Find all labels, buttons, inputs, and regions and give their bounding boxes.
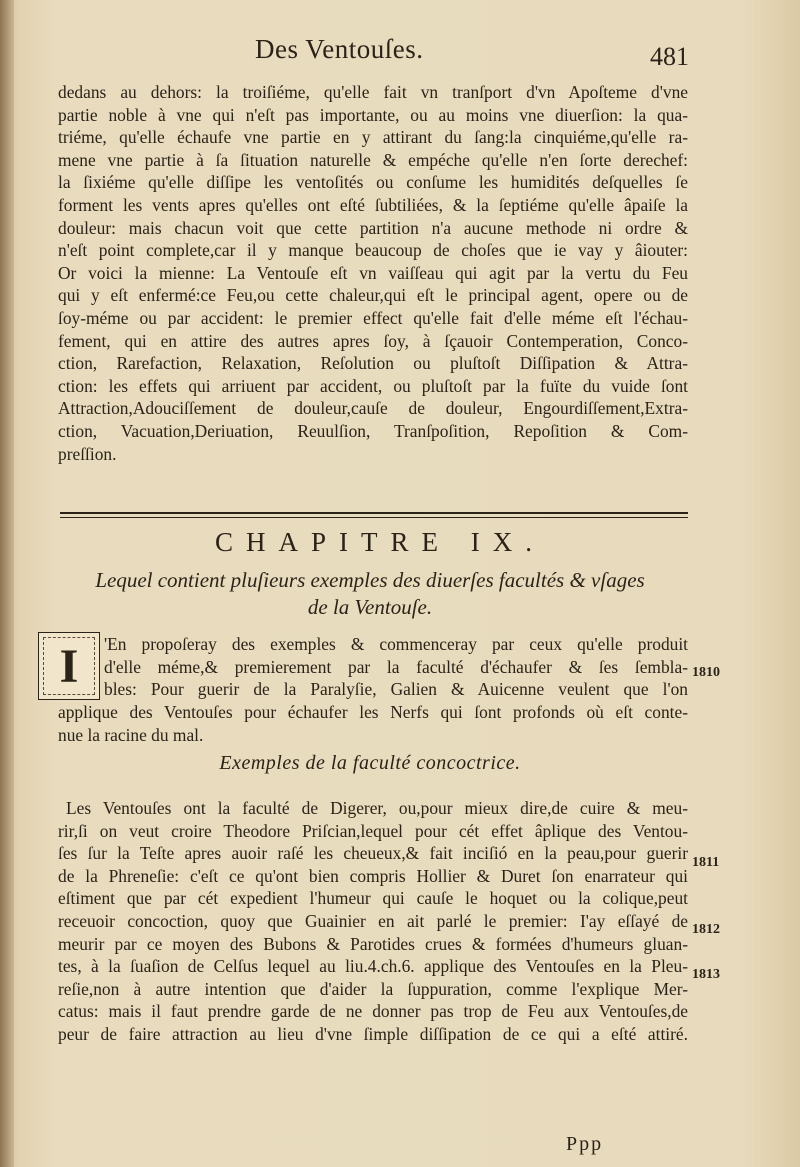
text-line: receuoir concoction, quoy que Guainier en ait parlé le premier: I'ay eſſayé de (58, 910, 688, 931)
ornamental-initial (38, 632, 100, 700)
section-heading: Exemples de la faculté concoctrice. (219, 752, 521, 774)
text-line: rir,ſi on veut croire Theodore Priſcian,lequel pour cét effet âplique des Ventou- (58, 820, 688, 841)
margin-note: 1812 (692, 922, 720, 937)
text-line: reſie,non à autre intention que d'aider la ſuppuration, comme l'explique Mer- (58, 978, 688, 999)
text-line: fement, qui en attire des autres apres ſoy, à ſçauoir Contemperation, Conco- (58, 330, 688, 351)
text-line: catus: mais il faut prendre garde de ne donner pas trop de Feu aux Ventouſes,de (58, 1001, 688, 1022)
paragraph-3 (58, 797, 688, 1046)
text-line: douleur: mais chacun voit que cette partition n'a aucune methode ni ordre & (58, 217, 688, 238)
running-head: Des Ventouſes. (255, 34, 424, 64)
text-line: eſtiment que par cét expedient l'humeur qui cauſe le hoquet ou la colique,peut (58, 888, 688, 909)
text-line: ſes ſur la Teſte apres auoir raſé les cheueux,& fait inciſió en la peau,pour guerir (58, 843, 688, 864)
text-line: n'eſt point complete,car il y manque beaucoup de choſes que ie vay y âiouter: (58, 240, 688, 261)
text-line: forment les vents apres qu'elles ont eſté ſubtiliées, & la ſeptiéme qu'elle âpaiſe la (58, 194, 688, 215)
text-line: dedans au dehors: la troiſiéme, qu'elle fait vn tranſport d'vn Apoſteme d'vne (58, 82, 688, 102)
text-line: ction, Rarefaction, Relaxation, Reſolution ou pluſtoſt Diſſipation & Attra- (58, 353, 688, 374)
margin-note: 1813 (692, 967, 720, 982)
text-line: Attraction,Adouciſſement de douleur,cauſe de douleur, Engourdiſſement,Extra- (58, 398, 688, 419)
chapter-rule-thin (60, 517, 688, 518)
text-line: la ſixiéme qu'elle diſſipe les ventoſités ou conſume les humidités deſquelles ſe (58, 172, 688, 193)
text-line: preſſion. (58, 443, 117, 464)
chapter-rule-thick (60, 512, 688, 514)
text-line: 'En propoſeray des exemples & commenceray par ceux qu'elle produit (104, 634, 688, 654)
text-line: ction: les effets qui arriuent par accident, ou pluſtoſt par la fuïte du vuide ſont (58, 375, 688, 396)
text-line: peur de faire attraction au lieu d'vne ſimple diſſipation de ce qui a eſté attiré. (58, 1023, 688, 1044)
chapter-title: CHAPITRE IX. (215, 527, 545, 557)
text-line: Or voici la mienne: La Ventouſe eſt vn vaiſſeau qui agit par la vertu du Feu (58, 262, 688, 283)
text-line: nue la racine du mal. (58, 724, 204, 745)
drop-cap-letter: I (59, 639, 79, 693)
paragraph-1 (58, 81, 688, 465)
text-line: d'elle méme,& premierement par la faculté d'échaufer & ſes ſembla- (104, 656, 688, 677)
paragraph-2-continuation (58, 701, 688, 746)
page-header (0, 34, 800, 74)
text-line: mene vne partie à ſa ſituation naturelle & empéche qu'elle n'en ſorte derechef: (58, 149, 688, 170)
text-line: ction, Vacuation,Deriuation, Reuulſion, Tranſpoſition, Repoſition & Com- (58, 420, 688, 441)
text-line: tes, à la ſuaſion de Celſus lequel au liu.4.ch.6. applique des Ventouſes en la Pleu- (58, 956, 688, 977)
text-line: triéme, qu'elle échaufe vne partie en y attirant du ſang:la cinquiéme,qu'elle ra- (58, 127, 688, 148)
text-line: meurir par ce moyen des Bubons & Parotides crues & formées d'humeurs gluan- (58, 933, 688, 954)
signature-mark: Ppp (566, 1133, 604, 1155)
text-line: applique des Ventouſes pour échaufer les Nerfs qui ſont profonds où eſt conte- (58, 702, 688, 722)
text-line: qui y eſt enfermé:ce Feu,ou cette chaleur,qui eſt le principal agent, opere ou de (58, 285, 688, 306)
page-number: 481 (650, 42, 689, 71)
margin-note: 1810 (692, 665, 720, 680)
text-line: Les Ventouſes ont la faculté de Digerer, ou,pour mieux dire,de cuire & meu- (66, 798, 688, 818)
paragraph-2-indented (104, 633, 688, 701)
text-line: de la Phreneſie: c'eſt ce qu'ont bien compris Hollier & Duret ſon enarrateur qui (58, 865, 688, 886)
margin-note: 1811 (692, 855, 720, 870)
chapter-subtitle-line-1: Lequel contient pluſieurs exemples des diuerſes facultés & vſages (95, 568, 645, 592)
text-line: ſoy-méme ou par accident: le premier effect qu'elle fait d'elle méme eſt l'échau- (58, 307, 688, 328)
text-line: bles: Pour guerir de la Paralyſie, Galien & Auicenne veulent que l'on (104, 679, 688, 700)
text-line: partie noble à vne qui n'eſt pas importante, ou au moins vne diuerſion: la qua- (58, 104, 688, 125)
chapter-subtitle-line-2: de la Ventouſe. (307, 595, 433, 619)
